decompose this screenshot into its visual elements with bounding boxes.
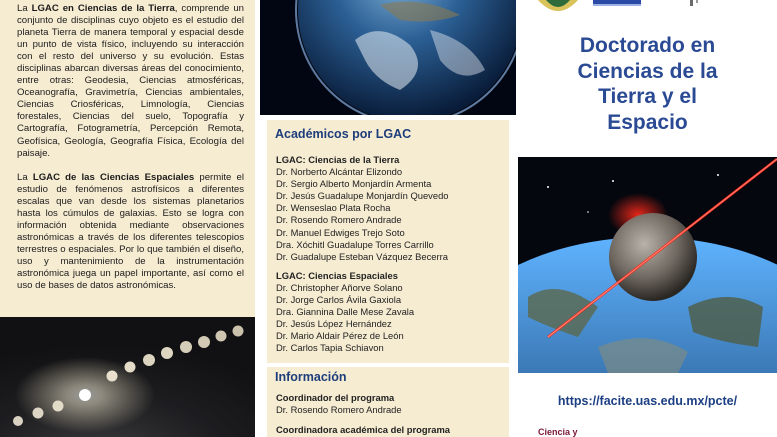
earth-member: Dr. Sergio Alberto Monjardín Armenta [276,178,432,190]
earth-member: Dr. Jesús Guadalupe Monjardín Quevedo [276,190,449,202]
earth-member: Dra. Xóchitl Guadalupe Torres Carrillo [276,238,434,250]
space-sciences-paragraph: La LGAC de las Ciencias Espaciales permite el estudio de fenómenos astrofísicos a diferentes escalas que van desde los sistemas planetarios hasta los cúmulos de galaxias. Esto se logra con información obtenida mediante observaciones astronómicas a través de los diferentes telescopios terrestres o espaciales. Por lo que también el diseño, uso y mantenimiento de la instrumentación astronómica juega un papel importante, así como el uso de bases de datos astronómicas. [17,171,244,292]
program-title [518,33,777,135]
title-line: Doctorado en [579,34,716,57]
title-line: Tierra y el [598,85,697,108]
planet-laser-image [518,157,777,373]
program-url-link[interactable]: https://facite.uas.edu.mx/pcte/ [557,394,738,408]
title-line: Espacio [607,110,688,134]
left-panel [0,0,255,437]
earth-sciences-term: LGAC en Ciencias de la Tierra [31,3,175,14]
academics-list [276,154,508,355]
space-sciences-term: LGAC de las Ciencias Espaciales [32,171,195,183]
earth-member: Dr. Guadalupe Esteban Vázquez Becerra [276,250,448,262]
space-sciences-group-title: LGAC: Ciencias Espaciales [276,269,398,281]
information-box [267,367,509,437]
middle-panel [255,0,518,437]
solar-eclipse-sequence-image [0,317,255,437]
right-panel [518,0,777,437]
earth-sciences-group-title: LGAC: Ciencias de la Tierra [276,154,400,165]
earth-from-space-image [260,0,516,115]
information-list [276,392,508,436]
space-member: Dr. Jorge Carlos Ávila Gaxiola [276,294,402,306]
academics-heading: Académicos por LGAC [275,127,412,141]
space-member: Dr. Mario Aldair Pérez de León [276,330,404,342]
earth-member: Dr. Norberto Alcántar Elizondo [276,166,403,178]
earth-photo [260,0,516,115]
logo-strip [518,0,777,22]
academic-coordinator-title: Coordinadora académica del programa [276,424,451,436]
space-member: Dr. Jesús López Hernández [276,318,392,330]
information-heading: Información [275,370,347,384]
planet-photo [518,157,777,373]
eclipse-photo [0,317,255,437]
coordinator-name: Dr. Rosendo Romero Andrade [276,404,402,416]
academics-by-lgac-box [267,120,509,363]
title-line: Ciencias de la [577,59,718,83]
earth-member: Dr. Rosendo Romero Andrade [276,214,402,226]
left-description [17,3,244,304]
earth-member: Dr. Wenseslao Plata Rocha [276,202,391,214]
earth-member: Dr. Manuel Edwiges Trejo Soto [276,226,405,238]
space-member: Dra. Giannina Dalle Mese Zavala [276,306,415,318]
coordinator-title: Coordinador del programa [276,392,395,403]
bottom-logo-text: Ciencia y [538,427,578,437]
space-member: Dr. Christopher Añorve Solano [276,281,403,293]
institution-logos [518,0,777,22]
earth-sciences-paragraph: La LGAC en Ciencias de la Tierra, comprende un conjunto de disciplinas cuyo objeto es el estudio del planeta Tierra de manera temporal y espacial desde un punto de vista físico, incluyendo su interacción con el resto del universo y su evolución. Estas disciplinas abarcan diversas áreas del conocimiento, entre otras: Geodesia, Ciencias atmosféricas, Oceanografía, Gravimetría, Ciencias ambientales, Ciencias Criosféricas, Limnología, Ciencias forestales, Ciencias del suelo, Topografía y Cartografía, Fotogrametría, Percepción Remota, Geofísica, Geología, Geografía Física, Ecología del paisaje. [17,3,244,159]
space-member: Dr. Carlos Tapia Schiavon [276,342,384,354]
